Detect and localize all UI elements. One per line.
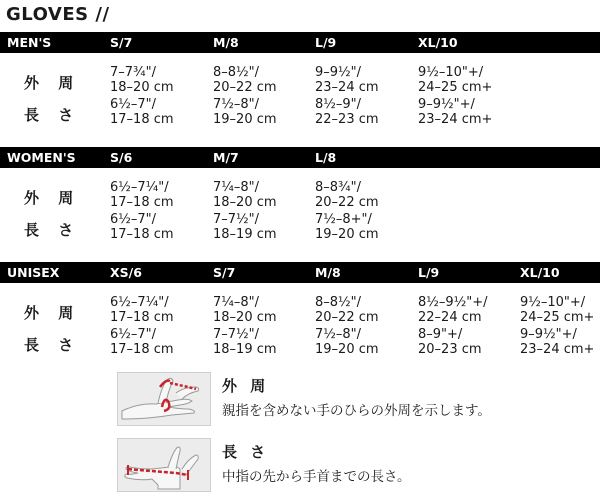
size-value-line: 20–22 cm: [213, 80, 277, 95]
unisex-len-xs: [110, 327, 174, 357]
size-value-line: 19–20 cm: [213, 112, 277, 127]
size-value-line: 24–25 cm+: [418, 80, 493, 95]
womens-header: WOMEN'S: [7, 150, 76, 165]
womens-circ-s: [110, 180, 174, 210]
size-value-line: 18–20 cm: [213, 195, 277, 210]
womens-circumference-label: 外 周: [24, 189, 81, 207]
unisex-length-row: [0, 327, 600, 359]
unisex-circumference-label: 外 周: [24, 304, 81, 322]
womens-length-label: 長 さ: [24, 221, 81, 239]
size-value-line: 20–22 cm: [315, 310, 379, 325]
size-value-line: 9½–10"+/: [520, 295, 586, 310]
hand-length-measure-icon: [117, 438, 211, 492]
womens-len-m: [213, 212, 277, 242]
size-value-line: 22–23 cm: [315, 112, 379, 127]
unisex-header: UNISEX: [7, 265, 60, 280]
size-value-line: 18–20 cm: [213, 310, 277, 325]
mens-circumference-label: 外 周: [24, 74, 81, 92]
mens-circ-s: [110, 65, 174, 95]
size-value-line: 20–23 cm: [418, 342, 482, 357]
size-value-line: 7½–8"/: [213, 97, 260, 112]
womens-circumference-row: [0, 180, 600, 212]
unisex-len-m: [315, 327, 379, 357]
size-value-line: 20–22 cm: [315, 195, 379, 210]
size-value-line: 18–20 cm: [110, 80, 174, 95]
size-value-line: 8–8¾"/: [315, 180, 362, 195]
mens-circ-m: [213, 65, 277, 95]
size-value-line: 8½–9½"+/: [418, 295, 488, 310]
unisex-circ-s: [213, 295, 277, 325]
womens-header-bar: [0, 147, 600, 168]
size-value-line: 8–8½"/: [315, 295, 362, 310]
mens-len-l: [315, 97, 379, 127]
mens-size-m: M/8: [213, 35, 239, 50]
unisex-len-l: [418, 327, 482, 357]
size-value-line: 17–18 cm: [110, 195, 174, 210]
hand-circumference-measure-icon: [117, 372, 211, 426]
mens-circ-xl: [418, 65, 492, 95]
length-description: 中指の先から手首までの長さ。: [222, 469, 411, 485]
size-value-line: 9–9½"+/: [520, 327, 577, 342]
womens-size-s: S/6: [110, 150, 133, 165]
womens-len-l: [315, 212, 379, 242]
mens-header-bar: [0, 32, 600, 53]
unisex-size-m: M/8: [315, 265, 341, 280]
unisex-len-s: [213, 327, 277, 357]
unisex-circumference-row: [0, 295, 600, 327]
unisex-len-xl: [520, 327, 594, 357]
size-value-line: 23–24 cm: [315, 80, 379, 95]
mens-size-l: L/9: [315, 35, 337, 50]
unisex-size-xs: XS/6: [110, 265, 142, 280]
size-value-line: 7½–8"/: [315, 327, 362, 342]
unisex-size-section: [0, 262, 600, 357]
mens-length-row: [0, 97, 600, 129]
mens-size-section: [0, 32, 600, 127]
size-value-line: 23–24 cm+: [520, 342, 595, 357]
unisex-length-label: 長 さ: [24, 336, 81, 354]
page-title: GLOVES //: [6, 4, 110, 25]
womens-size-m: M/7: [213, 150, 239, 165]
size-value-line: 7–7½"/: [213, 327, 260, 342]
size-value-line: 7–7¾"/: [110, 65, 157, 80]
mens-size-xl: XL/10: [418, 35, 458, 50]
size-value-line: 6½–7"/: [110, 212, 157, 227]
mens-len-xl: [418, 97, 492, 127]
womens-size-l: L/8: [315, 150, 337, 165]
size-value-line: 19–20 cm: [315, 227, 379, 242]
size-value-line: 7¼–8"/: [213, 295, 260, 310]
size-value-line: 17–18 cm: [110, 227, 174, 242]
size-value-line: 6½–7¼"/: [110, 295, 169, 310]
size-value-line: 18–19 cm: [213, 342, 277, 357]
size-value-line: 22–24 cm: [418, 310, 482, 325]
mens-len-s: [110, 97, 174, 127]
womens-size-section: [0, 147, 600, 242]
mens-length-label: 長 さ: [24, 106, 81, 124]
size-value-line: 8–8½"/: [213, 65, 260, 80]
size-value-line: 19–20 cm: [315, 342, 379, 357]
womens-len-s: [110, 212, 174, 242]
womens-length-row: [0, 212, 600, 244]
size-value-line: 9–9½"/: [315, 65, 362, 80]
unisex-header-bar: [0, 262, 600, 283]
size-value-line: 18–19 cm: [213, 227, 277, 242]
unisex-circ-m: [315, 295, 379, 325]
unisex-size-l: L/9: [418, 265, 440, 280]
size-value-line: 17–18 cm: [110, 112, 174, 127]
size-value-line: 6½–7"/: [110, 97, 157, 112]
size-value-line: 24–25 cm+: [520, 310, 595, 325]
length-title: 長 さ: [222, 443, 270, 461]
unisex-size-xl: XL/10: [520, 265, 560, 280]
size-value-line: 6½–7"/: [110, 327, 157, 342]
mens-size-s: S/7: [110, 35, 133, 50]
size-value-line: 23–24 cm+: [418, 112, 493, 127]
size-value-line: 8–9"+/: [418, 327, 463, 342]
womens-circ-m: [213, 180, 277, 210]
size-value-line: 7–7½"/: [213, 212, 260, 227]
circumference-title: 外 周: [222, 377, 270, 395]
size-value-line: 17–18 cm: [110, 310, 174, 325]
size-value-line: 8½–9"/: [315, 97, 362, 112]
unisex-circ-xs: [110, 295, 174, 325]
size-value-line: 9½–10"+/: [418, 65, 484, 80]
mens-circ-l: [315, 65, 379, 95]
womens-circ-l: [315, 180, 379, 210]
circumference-description: 親指を含めない手のひらの外周を示します。: [222, 403, 491, 419]
size-value-line: 7¼–8"/: [213, 180, 260, 195]
mens-header: MEN'S: [7, 35, 52, 50]
size-value-line: 17–18 cm: [110, 342, 174, 357]
unisex-circ-xl: [520, 295, 594, 325]
unisex-circ-l: [418, 295, 488, 325]
mens-circumference-row: [0, 65, 600, 97]
unisex-size-s: S/7: [213, 265, 236, 280]
size-value-line: 7½–8+"/: [315, 212, 372, 227]
mens-len-m: [213, 97, 277, 127]
size-value-line: 6½–7¼"/: [110, 180, 169, 195]
size-value-line: 9–9½"+/: [418, 97, 475, 112]
